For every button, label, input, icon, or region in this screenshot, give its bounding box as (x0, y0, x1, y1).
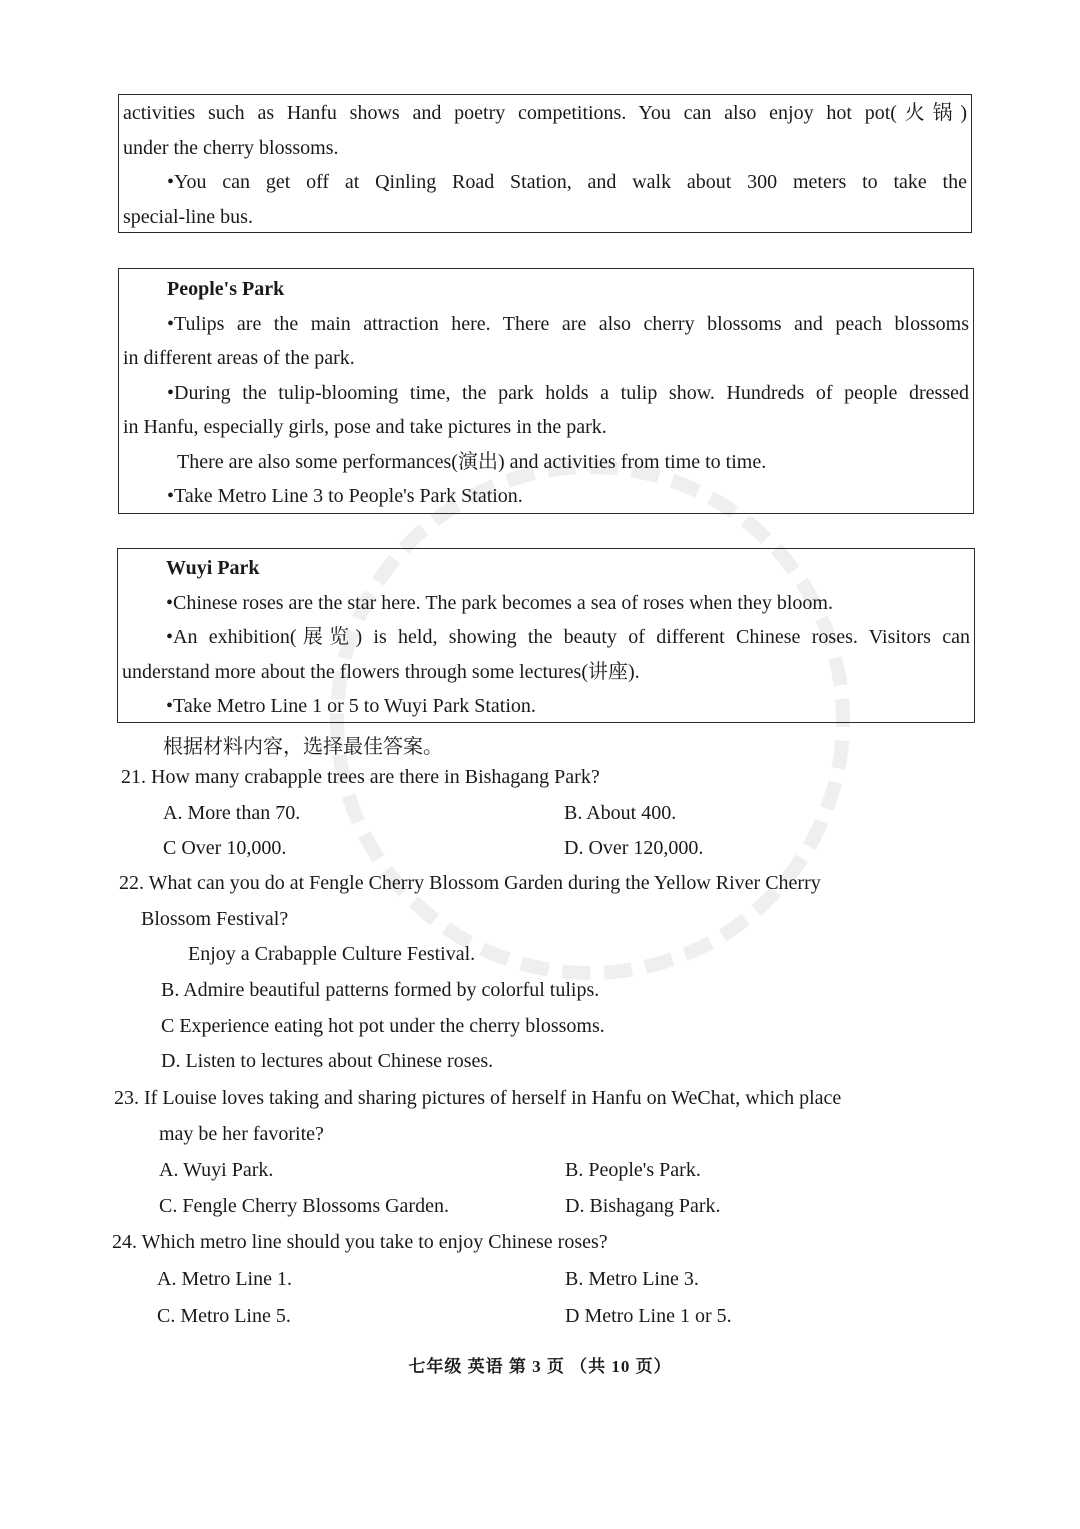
text-line: understand more about the flowers through some lectures(讲座). (122, 660, 640, 683)
text-line: special-line bus. (123, 205, 253, 228)
q22-option-a: Enjoy a Crabapple Culture Festival. (188, 943, 476, 965)
q23-option-b: B. People's Park. (565, 1159, 701, 1181)
q24-option-a: A. Metro Line 1. (157, 1268, 292, 1290)
text-line: in Hanfu, especially girls, pose and take pictures in the park. (123, 416, 607, 438)
q24-option-c: C. Metro Line 5. (157, 1305, 291, 1327)
q23-option-a: A. Wuyi Park. (159, 1159, 274, 1181)
q24-option-b: B. Metro Line 3. (565, 1268, 699, 1290)
question-23: 23. If Louise loves taking and sharing pictures of herself in Hanfu on WeChat, which place (114, 1087, 842, 1109)
q23-option-c: C. Fengle Cherry Blossoms Garden. (159, 1195, 449, 1217)
question-23-cont: may be her favorite? (159, 1123, 324, 1145)
text-line: activities such as Hanfu shows and poetry competitions. You can also enjoy hot pot(火锅) (123, 102, 967, 124)
q24-option-d: D Metro Line 1 or 5. (565, 1305, 732, 1327)
question-22: 22. What can you do at Fengle Cherry Blossom Garden during the Yellow River Cherry (119, 872, 821, 894)
q21-option-d: D. Over 120,000. (564, 837, 704, 859)
box-continuation (118, 94, 972, 233)
text-line: under the cherry blossoms. (123, 136, 339, 159)
q23-option-d: D. Bishagang Park. (565, 1195, 721, 1217)
text-line: •An exhibition(展览) is held, showing the beauty of different Chinese roses. Visitors can (166, 626, 970, 648)
q22-option-b: B. Admire beautiful patterns formed by colorful tulips. (161, 979, 600, 1001)
text-line: •Chinese roses are the star here. The park becomes a sea of roses when they bloom. (166, 591, 833, 614)
q22-option-c: C Experience eating hot pot under the cherry blossoms. (161, 1015, 605, 1037)
text-line: in different areas of the park. (123, 347, 355, 369)
page-footer: 七年级 英语 第 3 页 （共 10 页） (408, 1357, 672, 1376)
text-line: •Take Metro Line 1 or 5 to Wuyi Park Station. (166, 695, 536, 717)
q21-option-b: B. About 400. (564, 802, 677, 824)
q22-option-d: D. Listen to lectures about Chinese roses. (161, 1050, 494, 1072)
section-title: People's Park (167, 278, 285, 300)
text-line: There are also some performances(演出) and activities from time to time. (177, 450, 767, 473)
instruction: 根据材料内容，选择最佳答案。 (163, 736, 443, 758)
section-title: Wuyi Park (166, 557, 260, 579)
text-line: •You can get off at Qinling Road Station, and walk about 300 meters to take the (167, 171, 967, 193)
question-21: 21. How many crabapple trees are there in Bishagang Park? (121, 766, 600, 788)
text-line: •Tulips are the main attraction here. There are also cherry blossoms and peach blossoms (167, 312, 969, 335)
question-22-cont: Blossom Festival? (141, 908, 289, 930)
question-24: 24. Which metro line should you take to enjoy Chinese roses? (112, 1231, 608, 1253)
q21-option-c: C Over 10,000. (163, 837, 287, 859)
text-line: •Take Metro Line 3 to People's Park Station. (167, 485, 523, 507)
q21-option-a: A. More than 70. (163, 802, 301, 824)
box-peoples-park (118, 268, 974, 514)
text-line: •During the tulip-blooming time, the park holds a tulip show. Hundreds of people dressed (167, 381, 969, 404)
box-wuyi-park (117, 548, 975, 723)
